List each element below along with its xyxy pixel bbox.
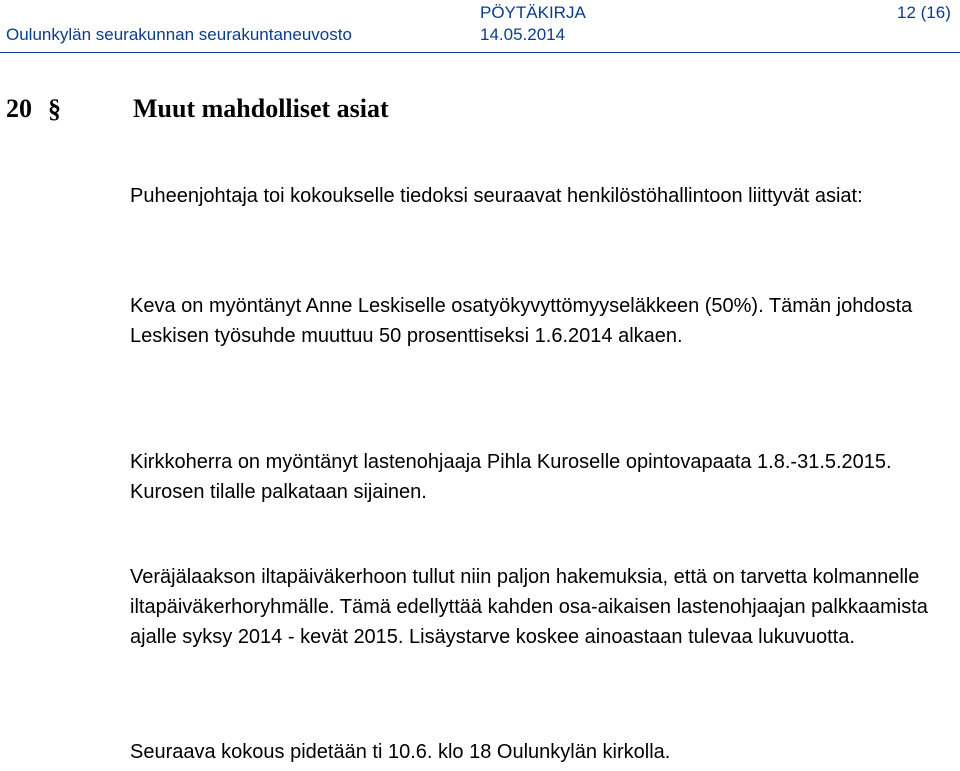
organization-name: Oulunkylän seurakunnan seurakuntaneuvosto [6, 25, 352, 44]
paragraph-afternoon-club: Veräjälaakson iltapäiväkerhoon tullut niin paljon hakemuksia, että on tarvetta kolmannelle iltapäiväkerhoryhmälle. Tämä edellyttää kahden osa-aikaisen lastenohjaajan palkkaamista ajalle syksy 2014 - kevät 2015. Lisäystarve koskee ainoastaan tulevaa lukuvuotta. [130, 566, 928, 648]
section-sign: § [48, 94, 61, 123]
document-type: PÖYTÄKIRJA [480, 3, 586, 22]
header-divider [0, 52, 960, 53]
paragraph-intro: Puheenjohtaja toi kokoukselle tiedoksi seuraavat henkilöstöhallintoon liittyvät asiat: [130, 185, 863, 207]
section-heading [6, 92, 389, 126]
paragraph-keva-pension: Keva on myöntänyt Anne Leskiselle osatyökyvyttömyyseläkkeen (50%). Tämän johdosta Leskisen työsuhde muuttuu 50 prosenttiseksi 1.6.2014 alkaen. [130, 295, 913, 347]
page-number: 12 (16) [897, 3, 951, 22]
section-number: 20 [6, 94, 32, 123]
meeting-date: 14.05.2014 [480, 25, 566, 44]
paragraph-next-meeting: Seuraava kokous pidetään ti 10.6. klo 18 Oulunkylän kirkolla. [130, 741, 671, 763]
paragraph-study-leave: Kirkkoherra on myöntänyt lastenohjaaja Pihla Kuroselle opintovapaata 1.8.-31.5.2015. Kurosen tilalle palkataan sijainen. [130, 451, 892, 503]
section-title: Muut mahdolliset asiat [133, 94, 389, 123]
